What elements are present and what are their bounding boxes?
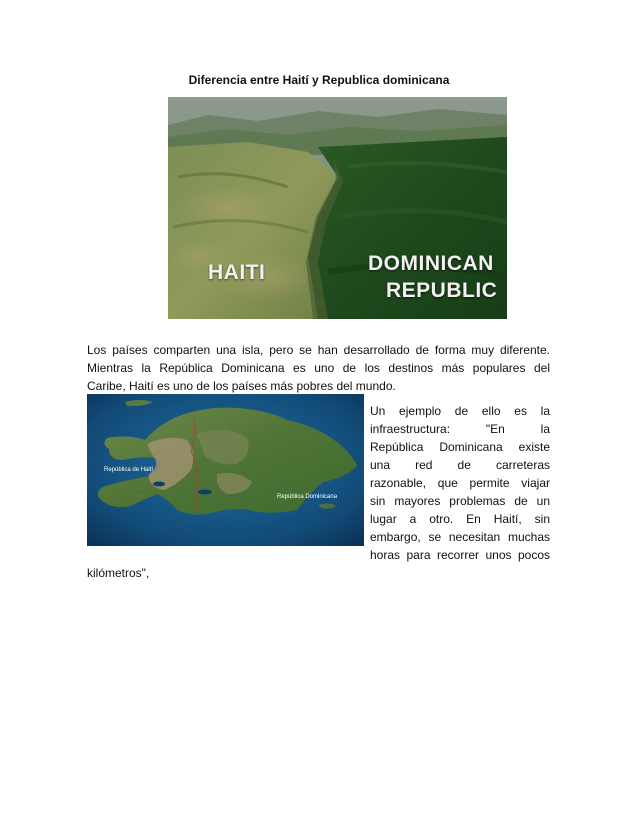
infrastructure-paragraph-tail: kilómetros", (87, 566, 150, 580)
intro-line-2: Mientras la República Dominicana es uno de los destinos más populares del (87, 361, 550, 375)
photo-label-haiti: HAITI (208, 261, 266, 284)
border-aerial-photo (168, 97, 507, 319)
infra-line-9: horas para recorrer unos pocos (370, 548, 550, 562)
infra-line-1: Un ejemplo de ello es la (370, 404, 550, 418)
intro-paragraph (87, 341, 550, 395)
infra-line-3: República Dominicana existe (370, 440, 550, 454)
photo-label-republic: REPUBLIC (386, 279, 498, 302)
intro-line-3: Caribe, Haití es uno de los países más pobres del mundo. (87, 379, 396, 393)
infra-line-5: razonable, que permite viajar (370, 476, 550, 490)
infra-line-6: sin mayores problemas de un (370, 494, 550, 508)
document-title: Diferencia entre Haití y Republica dominicana (188, 73, 450, 87)
infra-line-4: una red de carreteras (370, 458, 550, 472)
infra-line-7: lugar a otro. En Haití, sin (370, 512, 550, 526)
infra-line-2: infraestructura: "En la (370, 422, 550, 436)
intro-line-1: Los países comparten una isla, pero se han desarrollado de forma muy diferente. (87, 343, 550, 357)
map-label-haiti: República de Haití (104, 467, 154, 473)
hispaniola-map (87, 394, 364, 546)
photo-label-dominican: DOMINICAN (368, 252, 494, 275)
map-label-dominicana: República Dominicana (277, 494, 338, 500)
infra-line-8: embargo, se necesitan muchas (370, 530, 550, 544)
infrastructure-paragraph (370, 402, 550, 564)
